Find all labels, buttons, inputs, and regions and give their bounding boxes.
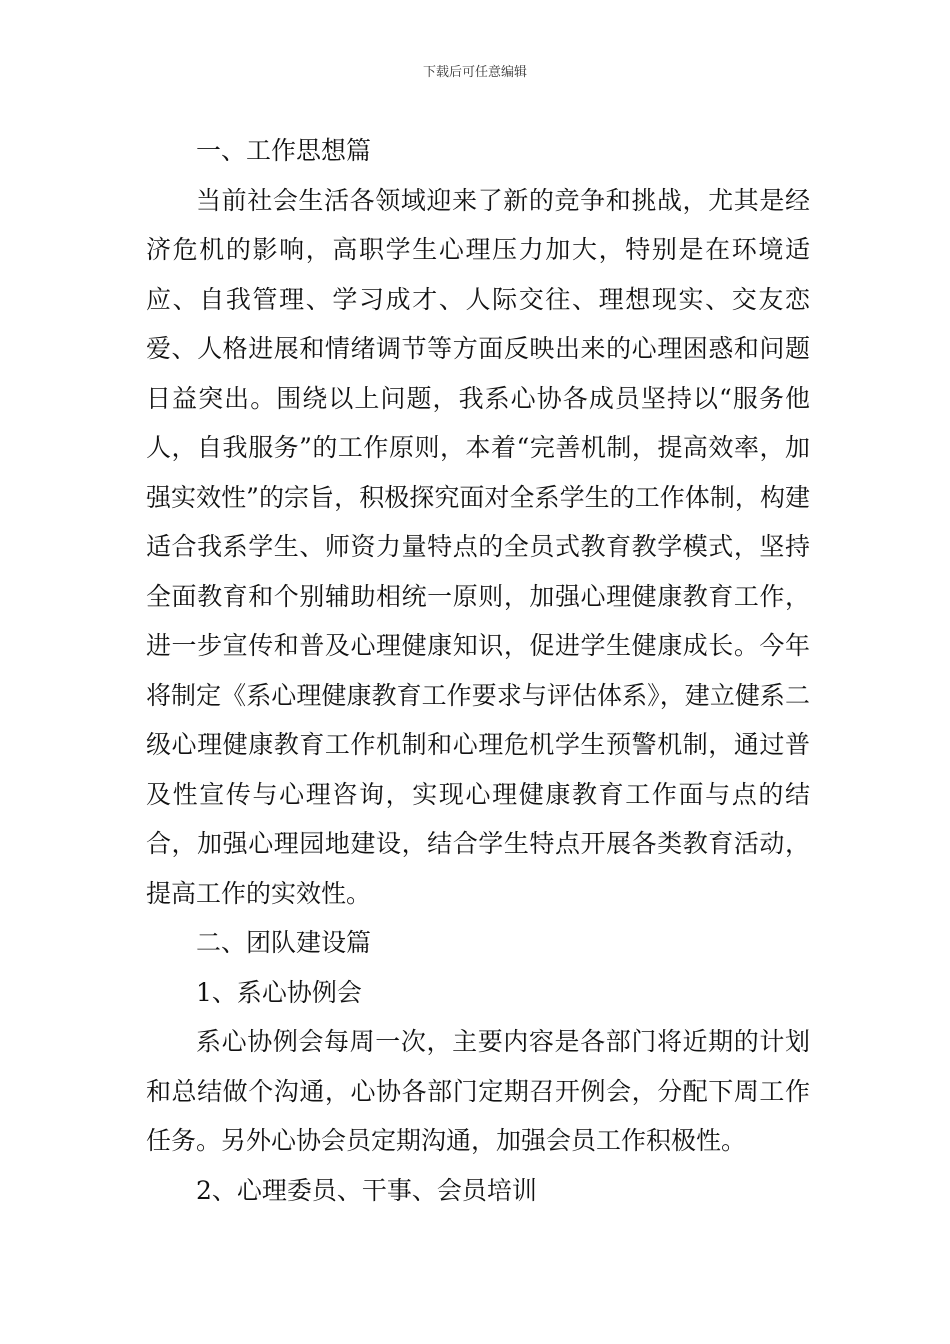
- document-body: [146, 126, 810, 1215]
- page-header-note: 下载后可任意编辑: [422, 65, 527, 80]
- section-1-title: 一、工作思想篇: [196, 136, 372, 165]
- subsection-2-title: 2、心理委员、干事、会员培训: [196, 1175, 537, 1205]
- section-2-title: 二、团队建设篇: [196, 928, 372, 957]
- subsection-1-paragraph: 系心协例会每周一次，主要内容是各部门将近期的计划和总结做个沟通，心协各部门定期召开例会，分配下周工作任务。另外心协会员定期沟通，加强会员工作积极性。: [146, 1027, 810, 1155]
- subsection-1-title: 1、系心协例会: [196, 977, 362, 1007]
- section-1-paragraph: 当前社会生活各领域迎来了新的竞争和挑战，尤其是经济危机的影响，高职学生心理压力加大，特别是在环境适应、自我管理、学习成才、人际交往、理想现实、交友恋爱、人格进展和情绪调节等方面反映出来的心理困惑和问题日益突出。围绕以上问题，我系心协各成员坚持以“服务他人，自我服务”的工作原则，本着“完善机制，提高效率，加强实效性”的宗旨，积极探究面对全系学生的工作体制，构建适合我系学生、师资力量特点的全员式教育教学模式，坚持全面教育和个别辅助相统一原则，加强心理健康教育工作，进一步宣传和普及心理健康知识，促进学生健康成长。今年将制定《系心理健康教育工作要求与评估体系》，建立健系二级心理健康教育工作机制和心理危机学生预警机制，通过普及性宣传与心理咨询，实现心理健康教育工作面与点的结合，加强心理园地建设，结合学生特点开展各类教育活动，提高工作的实效性。: [146, 185, 810, 908]
